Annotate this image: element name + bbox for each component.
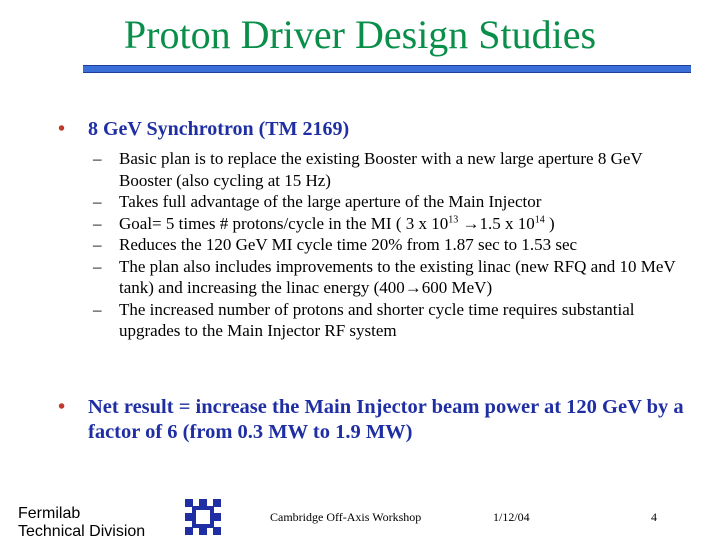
sub-bullet: [93, 299, 683, 342]
fermilab-logo-icon: [183, 497, 223, 537]
sub-bullet-marker: –: [93, 149, 102, 168]
sub-bullet-text: The plan also includes improvements to the existing linac (new RFQ and 10 MeV tank) and increasing the linac energy (400: [119, 256, 676, 297]
footer-organization: [18, 505, 145, 541]
sub-bullet-text: The increased number of protons and shorter cycle time requires substantial upgrades to the Main Injector RF system: [119, 299, 635, 340]
sub-bullet-text: 1.5 x 10: [479, 213, 535, 233]
bullet-marker: •: [58, 118, 66, 140]
sub-bullet-text: ): [544, 213, 555, 233]
sub-bullet-marker: –: [93, 256, 102, 276]
arrow-right-icon: →: [404, 278, 422, 297]
sub-bullet: [93, 234, 683, 256]
org-division: Technical Division: [18, 523, 146, 540]
arrow-right-icon: →: [462, 213, 480, 233]
footer-date: 1/12/04: [493, 510, 530, 524]
sub-bullet-marker: –: [93, 299, 102, 319]
sub-bullet: [93, 148, 683, 191]
bullet-text: Net result = increase the Main Injector beam power at 120 GeV by a factor of 6 (from 0.3 MW to 1.9 MW): [88, 396, 684, 443]
sub-bullet-list: [93, 148, 683, 342]
bullet-text: 8 GeV Synchrotron (TM 2169): [88, 118, 350, 140]
title-divider: [83, 65, 691, 73]
sub-bullet-text: 600 MeV): [421, 278, 493, 297]
sub-bullet: [93, 256, 683, 299]
sub-bullet: [93, 191, 683, 213]
sub-bullet: [93, 213, 683, 235]
page-number: 4: [651, 510, 657, 524]
sub-bullet-marker: –: [93, 192, 102, 211]
footer-workshop: Cambridge Off-Axis Workshop: [270, 510, 422, 524]
sub-bullet-text: Basic plan is to replace the existing Booster with a new large aperture 8 GeV Booster (also cycling at 15 Hz): [119, 149, 643, 190]
exponent: 13: [448, 213, 459, 225]
org-name: Fermilab: [18, 505, 81, 522]
exponent: 14: [534, 213, 545, 225]
sub-bullet-text: Goal= 5 times # protons/cycle in the MI ( 3 x 10: [119, 213, 449, 233]
sub-bullet-marker: –: [93, 213, 102, 233]
slide-title: Proton Driver Design Studies: [123, 12, 597, 57]
bullet-net-result: [58, 395, 698, 445]
bullet-synchrotron: [58, 117, 698, 142]
sub-bullet-text: Reduces the 120 GeV MI cycle time 20% from 1.87 sec to 1.53 sec: [119, 235, 578, 254]
sub-bullet-text: Takes full advantage of the large aperture of the Main Injector: [119, 192, 542, 211]
sub-bullet-marker: –: [93, 235, 102, 254]
bullet-marker: •: [58, 396, 66, 418]
